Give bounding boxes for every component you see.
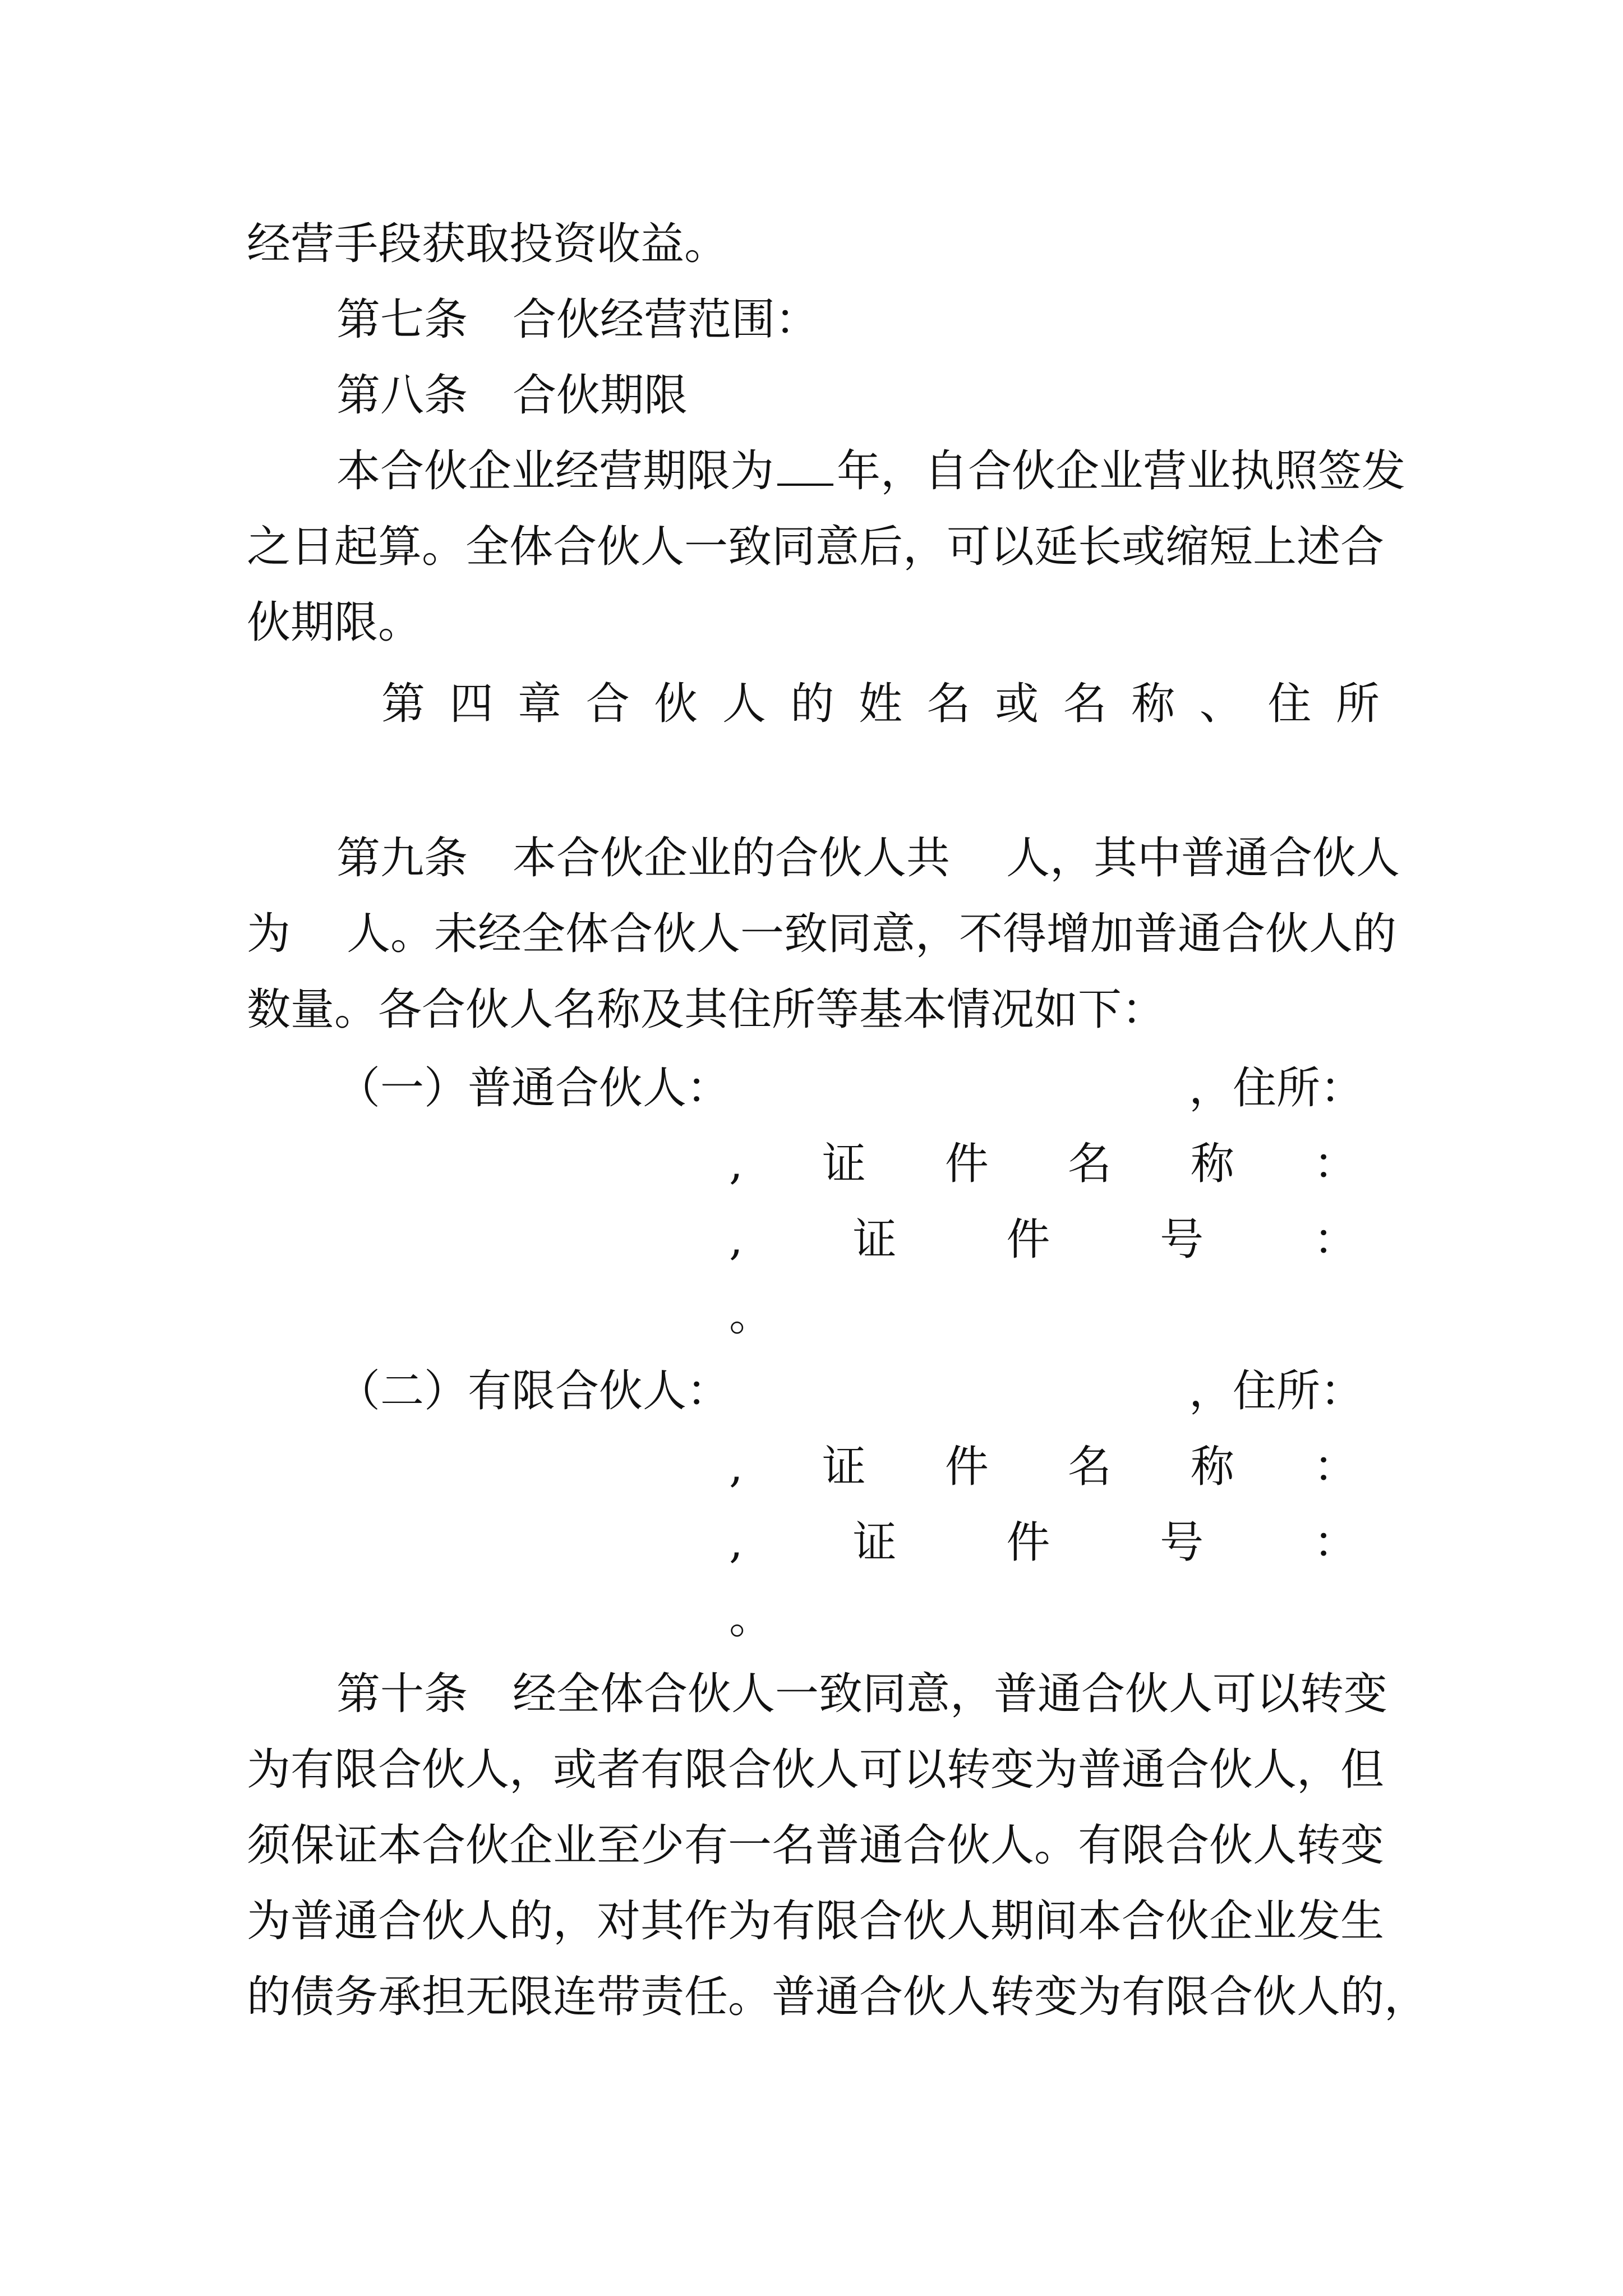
- comma: ,: [729, 1214, 743, 1265]
- colon: ：: [1313, 1517, 1357, 1568]
- chapter-4-heading: [381, 676, 1380, 732]
- period-line: [729, 1287, 841, 1343]
- heading-char: 名: [1063, 679, 1107, 729]
- heading-char: 住: [1267, 679, 1312, 729]
- general-partner-line: [336, 1060, 1380, 1116]
- line-text: 为有限合伙人，或者有限合伙人可以转变为普通合伙人，但: [247, 1745, 1385, 1795]
- label-char: 件: [1006, 1214, 1050, 1265]
- heading-char: 章: [518, 679, 562, 729]
- article-7-heading: [336, 292, 1380, 348]
- id-name-line: [729, 1136, 1357, 1192]
- line-text: 人。未经全体合伙人一致同意，不得增加普通合伙人的: [347, 909, 1397, 959]
- article-10-line: [336, 1666, 1388, 1722]
- line-text: 为普通合伙人的，对其作为有限合伙人期间本合伙企业发生: [247, 1896, 1385, 1947]
- comma: ,: [729, 1517, 743, 1568]
- period: 。: [729, 1290, 773, 1341]
- label-char: 证: [852, 1214, 897, 1265]
- label-char: 名: [1067, 1139, 1112, 1189]
- heading-char: 四: [449, 679, 494, 729]
- fill-in-blank: [777, 444, 833, 486]
- heading-char: 合: [585, 679, 630, 729]
- heading-char: 名: [926, 679, 971, 729]
- label-char: 证: [822, 1139, 866, 1189]
- label-char: 称: [1190, 1139, 1234, 1189]
- partner-label: （一）普通合伙人：: [336, 1063, 731, 1114]
- heading-char: 所: [1335, 679, 1380, 729]
- comma: ,: [729, 1139, 743, 1189]
- text-line: [247, 982, 1380, 1038]
- limited-partner-line: [336, 1363, 1380, 1419]
- line-text: 的债务承担无限连带责任。普通合伙人转变为有限合伙人的，: [247, 1972, 1428, 2022]
- line-text: 伙期限。: [247, 597, 422, 648]
- colon: ：: [1313, 1139, 1357, 1189]
- address-label: ，住所：: [1189, 1063, 1364, 1114]
- text-line: [247, 1742, 1385, 1798]
- article-title: 合伙期限: [513, 370, 688, 421]
- colon: ：: [1313, 1214, 1357, 1265]
- article-number: 第九条: [336, 833, 468, 884]
- comma: ,: [729, 1442, 743, 1492]
- article-title: 合伙经营范围：: [513, 295, 819, 345]
- text-line: [247, 216, 1380, 272]
- label-char: 件: [944, 1442, 989, 1492]
- line-text: 本合伙企业经营期限为: [336, 446, 774, 496]
- line-text: 年，自合伙企业营业执照签发: [837, 446, 1406, 496]
- article-number: 第八条: [336, 370, 468, 421]
- line-text: 经全体合伙人一致同意，普通合伙人可以转变: [513, 1669, 1388, 1719]
- colon: ：: [1313, 1442, 1357, 1492]
- article-8-heading: [336, 367, 1380, 424]
- id-number-line: [729, 1515, 1357, 1571]
- line-text: 人，其中普通合伙人: [1006, 833, 1400, 884]
- heading-char: 、: [1199, 679, 1243, 729]
- label-char: 号: [1160, 1517, 1204, 1568]
- id-number-line: [729, 1212, 1357, 1268]
- line-text: 经营手段获取投资收益。: [247, 219, 728, 269]
- heading-char: 的: [790, 679, 834, 729]
- label-char: 称: [1190, 1442, 1234, 1492]
- label-char: 证: [822, 1442, 866, 1492]
- label-char: 证: [852, 1517, 897, 1568]
- id-name-line: [729, 1439, 1357, 1495]
- text-line: [247, 1969, 1428, 2025]
- line-text: 之日起算。全体合伙人一致同意后，可以延长或缩短上述合: [247, 522, 1385, 572]
- text-line: [247, 1818, 1385, 1874]
- heading-char: 姓: [858, 679, 902, 729]
- line-text: 本合伙企业的合伙人共: [513, 833, 951, 884]
- text-line: [247, 1893, 1385, 1949]
- text-line: [247, 906, 1397, 962]
- period-line: [729, 1590, 841, 1646]
- label-char: 件: [1006, 1517, 1050, 1568]
- article-9-line: [336, 830, 1400, 886]
- heading-char: 或: [995, 679, 1039, 729]
- text-line: [336, 443, 1406, 499]
- heading-char: 伙: [654, 679, 698, 729]
- label-char: 号: [1160, 1214, 1204, 1265]
- text-line: [247, 595, 1380, 651]
- text-line: [247, 519, 1385, 575]
- heading-char: 第: [381, 679, 426, 729]
- address-label: ，住所：: [1189, 1366, 1364, 1416]
- line-text: 为: [247, 909, 291, 959]
- line-text: 须保证本合伙企业至少有一名普通合伙人。有限合伙人转变: [247, 1820, 1385, 1871]
- heading-char: 称: [1131, 679, 1175, 729]
- article-number: 第十条: [336, 1669, 468, 1719]
- label-char: 名: [1067, 1442, 1112, 1492]
- heading-char: 人: [722, 679, 766, 729]
- article-number: 第七条: [336, 295, 468, 345]
- line-text: 数量。各合伙人名称及其住所等基本情况如下：: [247, 984, 1166, 1035]
- period: 。: [729, 1593, 773, 1644]
- label-char: 件: [944, 1139, 989, 1189]
- partner-label: （二）有限合伙人：: [336, 1366, 731, 1416]
